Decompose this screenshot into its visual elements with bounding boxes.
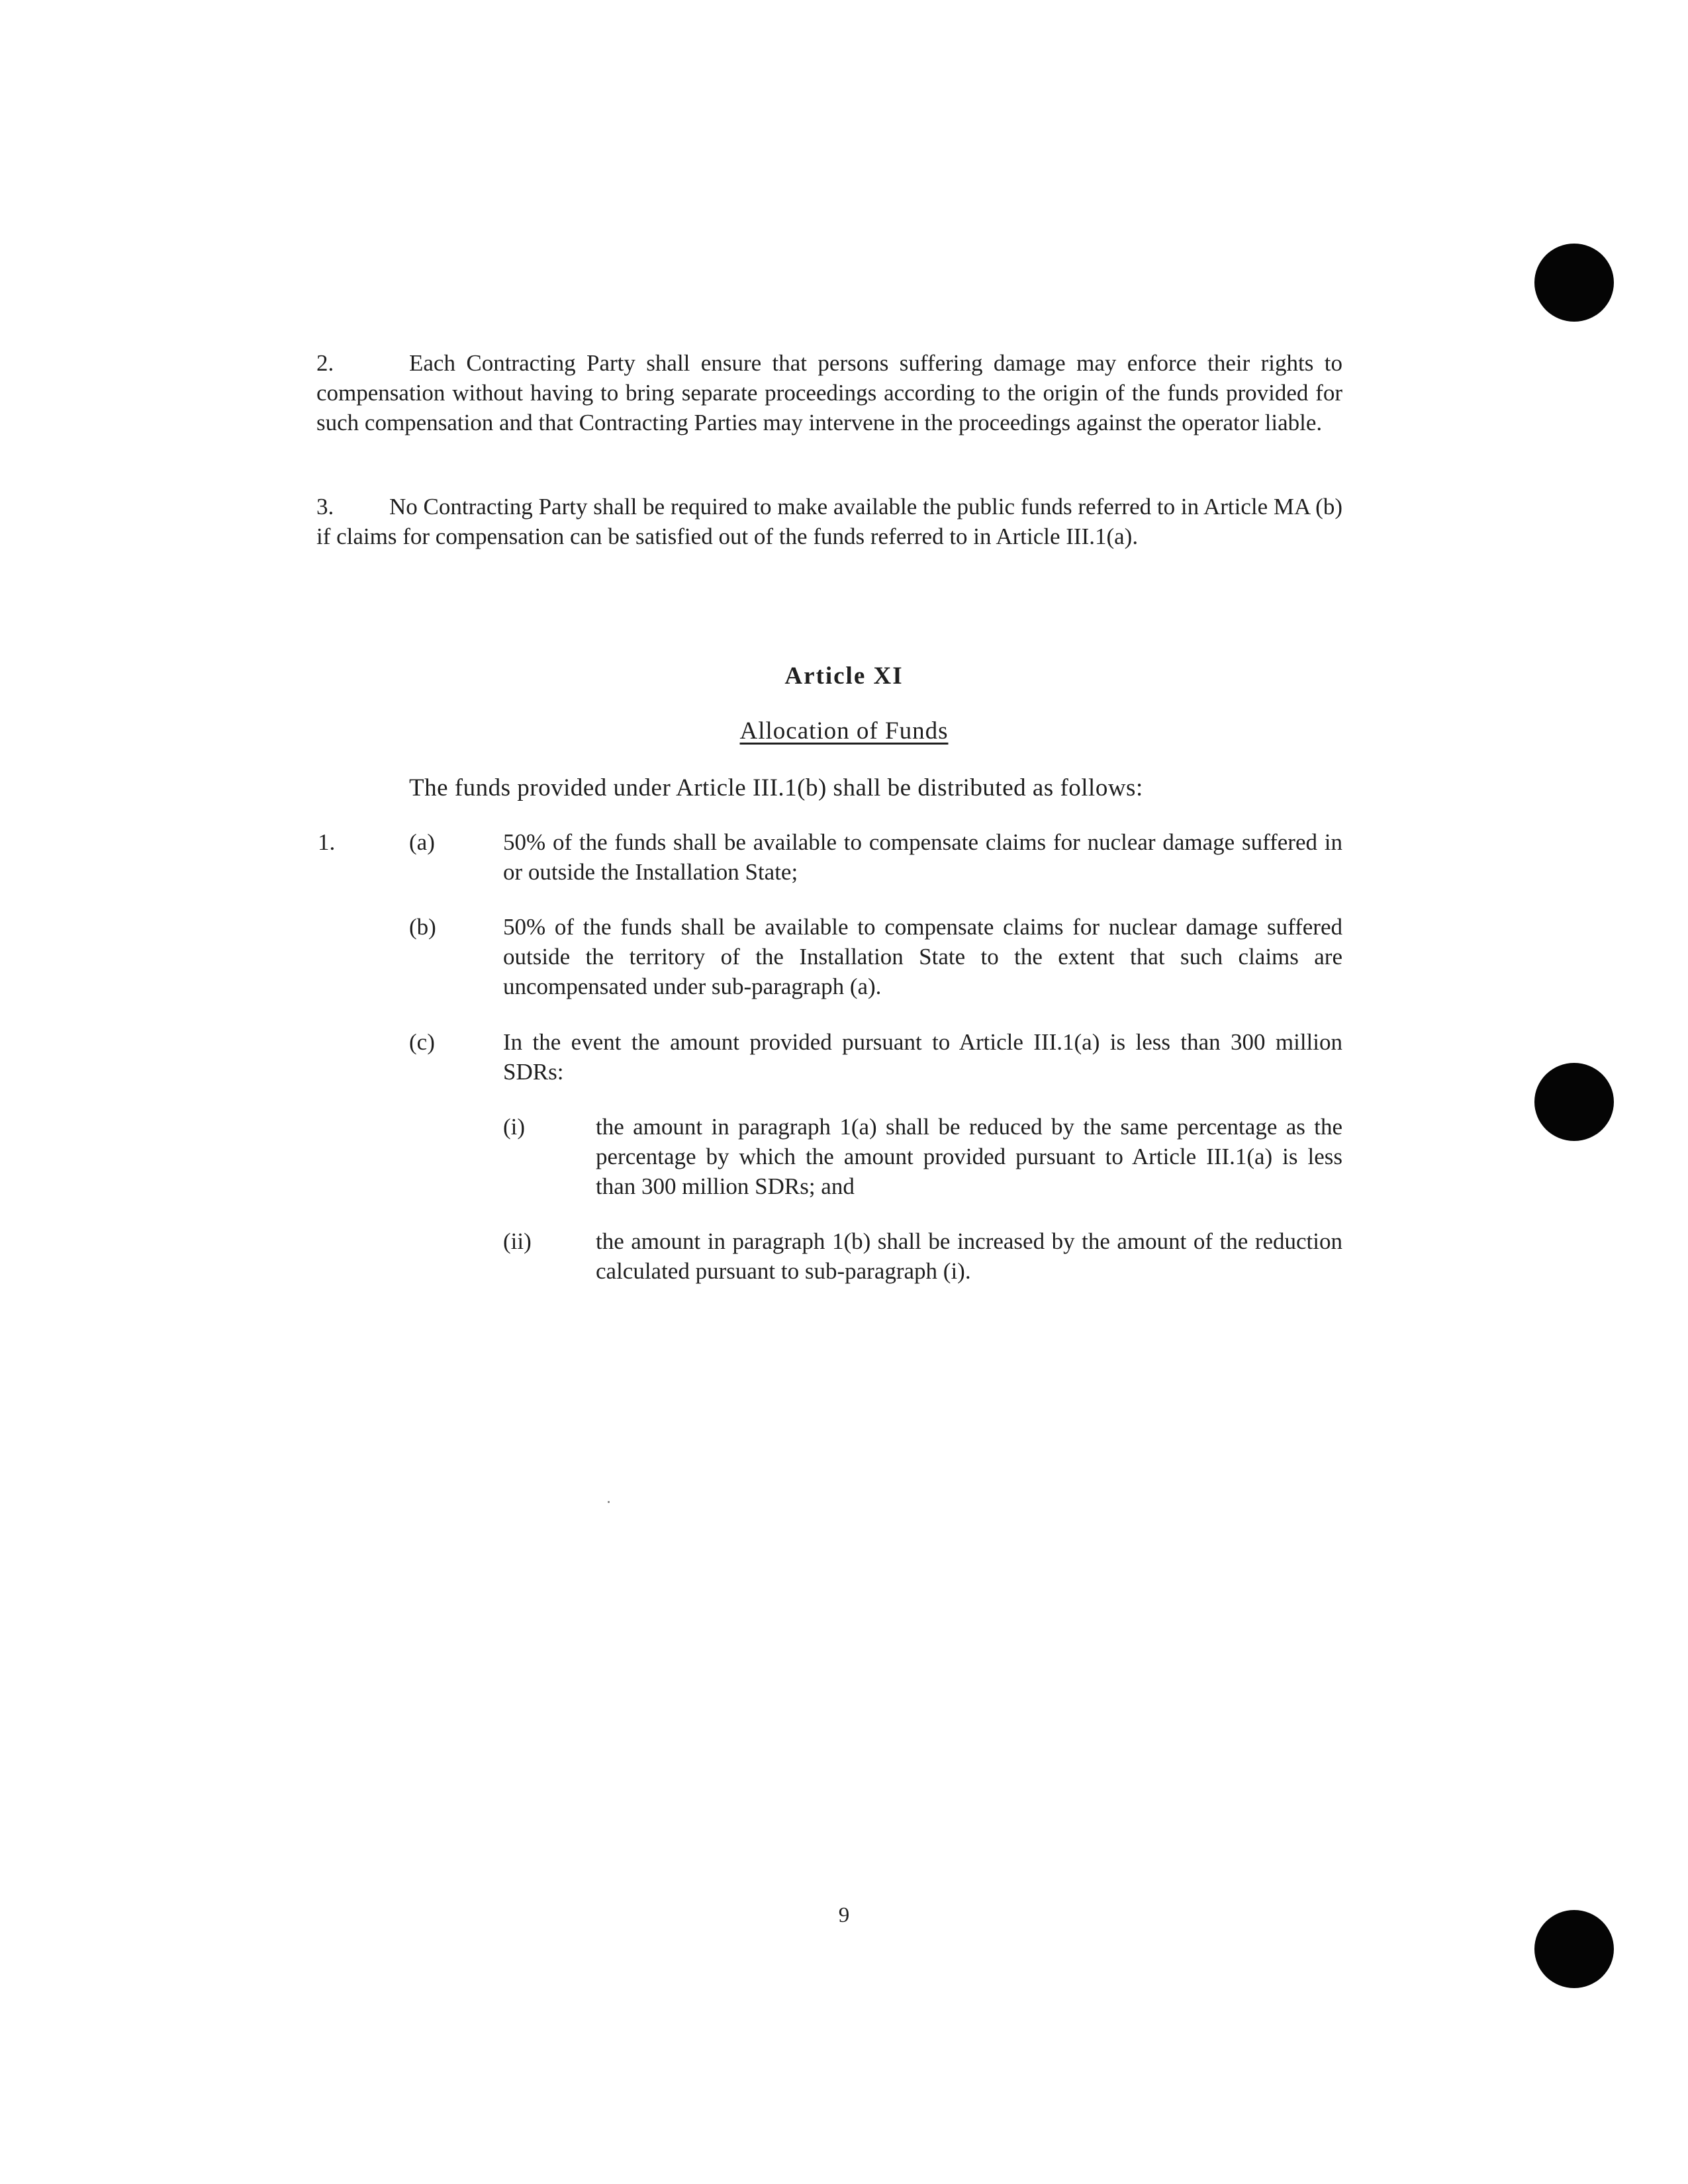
page-number: 9 — [838, 1903, 850, 1927]
article-intro: The funds provided under Article III.1(b) shall be distributed as follows: — [409, 774, 1143, 801]
item-c-text: In the event the amount provided pursuant to Article III.1(a) is less than 300 million SDRs: — [503, 1029, 1342, 1085]
paragraph-text: Each Contracting Party shall ensure that persons suffering damage may enforce their rights to compensation without having to bring separate proceedings according to the origin of the funds provided for such compensation and that Contracting Parties may intervene in the proceedings against the operator liable. — [316, 350, 1342, 435]
item-number: 1. — [318, 829, 336, 855]
item-i-label: (i) — [503, 1114, 526, 1140]
paragraph-3 — [316, 492, 1342, 551]
punch-hole-middle — [1534, 1063, 1614, 1141]
item-b-text: 50% of the funds shall be available to compensate claims for nuclear damage suffered outside the territory of the Installation State to the extent that such claims are uncompensated under sub-paragraph (a). — [503, 914, 1342, 999]
item-c-label: (c) — [409, 1029, 435, 1055]
item-ii-text: the amount in paragraph 1(b) shall be increased by the amount of the reduction calculated pursuant to sub-paragraph (i). — [596, 1228, 1342, 1284]
item-a-text: 50% of the funds shall be available to compensate claims for nuclear damage suffered in or outside the Installation State; — [503, 829, 1342, 885]
item-ii-label: (ii) — [503, 1228, 532, 1254]
article-title: Article XI — [784, 662, 904, 690]
paragraph-2 — [316, 348, 1342, 437]
punch-hole-top — [1534, 244, 1614, 322]
item-i-text: the amount in paragraph 1(a) shall be reduced by the same percentage as the percentage by which the amount provided pursuant to Article III.1(a) is less than 300 million SDRs; and — [596, 1114, 1342, 1199]
article-subtitle: Allocation of Funds — [739, 717, 949, 745]
item-b-label: (b) — [409, 914, 436, 940]
paragraph-number: 3. — [316, 494, 334, 520]
scan-speck — [608, 1501, 610, 1503]
paragraph-number: 2. — [316, 350, 334, 376]
paragraph-text: No Contracting Party shall be required to make available the public funds referred to in Article MA (b) if claims for compensation can be satisfied out of the funds referred to in Article III.1(a). — [316, 494, 1342, 549]
item-a-label: (a) — [409, 829, 435, 855]
